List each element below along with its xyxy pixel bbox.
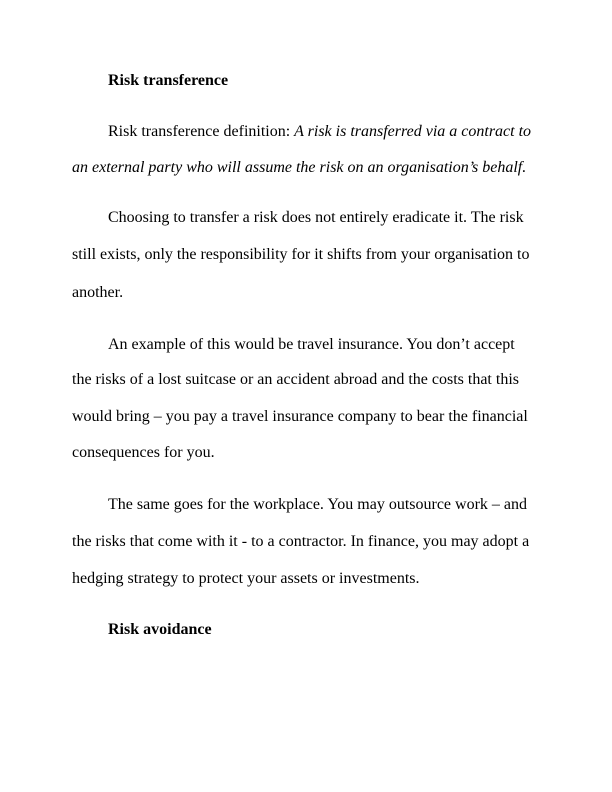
paragraph-2-line-4: consequences for you. xyxy=(72,444,215,461)
heading-risk-transference: Risk transference xyxy=(108,72,229,89)
paragraph-3-line-2: the risks that come with it - to a contractor. In finance, you may adopt a xyxy=(72,533,530,550)
heading-risk-avoidance: Risk avoidance xyxy=(108,621,212,638)
paragraph-2-line-3: would bring – you pay a travel insurance company to bear the financial xyxy=(72,408,528,425)
paragraph-3-line-3: hedging strategy to protect your assets or investments. xyxy=(72,570,420,587)
definition-label: Risk transference definition: xyxy=(108,123,295,140)
definition-text-1: A risk is transferred via a contract to xyxy=(294,123,532,140)
paragraph-1-line-2: still exists, only the responsibility for it shifts from your organisation to xyxy=(72,246,530,263)
definition-line-1 xyxy=(108,122,531,142)
definition-line-2: an external party who will assume the risk on an organisation’s behalf. xyxy=(72,159,527,176)
paragraph-2-line-1: An example of this would be travel insurance. You don’t accept xyxy=(108,336,515,353)
paragraph-3-line-1: The same goes for the workplace. You may outsource work – and xyxy=(108,496,528,513)
paragraph-2-line-2: the risks of a lost suitcase or an accident abroad and the costs that this xyxy=(72,371,519,388)
paragraph-1-line-3: another. xyxy=(72,284,124,301)
paragraph-1-line-1: Choosing to transfer a risk does not entirely eradicate it. The risk xyxy=(108,209,524,226)
